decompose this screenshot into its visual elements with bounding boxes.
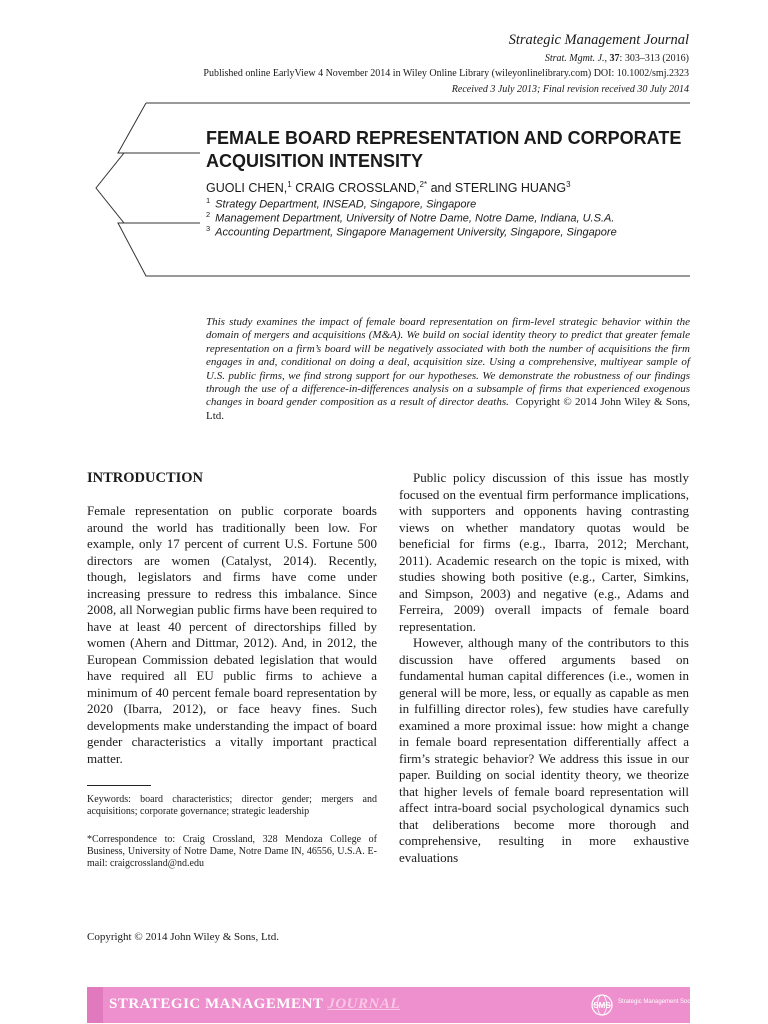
author-list — [206, 180, 571, 195]
article-title — [206, 127, 706, 173]
author-affiliation-mark: 2* — [419, 180, 428, 189]
author-name: CRAIG CROSSLAND, — [295, 181, 420, 196]
society-name: Strategic Management Society — [618, 999, 700, 1005]
society-logo-lettering: SMS — [593, 1001, 611, 1010]
abstract — [206, 316, 690, 423]
abstract-copyright: Copyright © 2014 John Wiley & Sons, Ltd. — [206, 396, 691, 422]
keywords-footnote: Keywords: board characteristics; director gender; mergers and acquisitions; corporate governance; strategic leadership — [87, 794, 377, 817]
title-line-1: FEMALE BOARD REPRESENTATION AND CORPORATE — [206, 128, 682, 148]
publication-line: Published online EarlyView 4 November 2014 in Wiley Online Library (wileyonlinelibrary.com) DOI: 10.1002/smj.2323 — [203, 68, 689, 79]
right-column — [399, 470, 689, 866]
footnote-divider — [87, 785, 151, 786]
correspondence-footnote: *Correspondence to: Craig Crossland, 328 Mendoza College of Business, University of Notre Dame, Notre Dame IN, 46556, U.S.A. E-mail: craigcrossland@nd.edu — [87, 834, 377, 869]
author-affiliation-mark: 3 — [566, 180, 571, 189]
citation-pages: : 303–313 (2016) — [619, 53, 689, 64]
affiliation-number: 3 — [206, 224, 211, 233]
body-paragraph: However, although many of the contributors to this discussion have offered arguments based on fundamental human capital differences (i.e., women in general will be more, less, or equally as capable as men in fulfilling director roles), few studies have carefully examined a more proximal issue: how might a change in female board representation differentially affect a firm’s strategic behavior? We address this issue in our paper. Building on social identity theory, we theorize that higher levels of female board representation will affect intra-board social psychological dynamics such that deliberations become more thorough and comprehensive, resulting in more exhaustive evaluations — [399, 635, 689, 865]
affiliation-number: 1 — [206, 196, 211, 205]
banner-journal-title — [109, 996, 400, 1013]
left-column — [87, 503, 377, 767]
society-globe-icon — [590, 994, 614, 1016]
banner-main-text: STRATEGIC MANAGEMENT — [109, 996, 324, 1012]
journal-name: Strategic Management Journal — [508, 32, 689, 48]
affiliation-text: Accounting Department, Singapore Management University, Singapore, Singapore — [215, 226, 617, 239]
affiliation-text: Management Department, University of Notre Dame, Notre Dame, Indiana, U.S.A. — [215, 212, 615, 225]
affiliation — [206, 210, 614, 225]
body-paragraph: Female representation on public corporate boards around the world has traditionally been low. For example, only 17 percent of current U.S. Fortune 500 directors are women (Catalyst, 2014). Recently, though, legislators and firms have come under increasing pressure to redress this imbalance. Since 2008, all Norwegian public firms have been required to have at least 40 percent of directorships filled by women (Ahern and Dittmar, 2012). And, in 2012, the European Commission debated legislation that would have required all EU public firms to achieve a minimum of 40 percent female board representation by 2020 (Ibarra, 2012), or face heavy fines. Such developments make understanding the impact of board gender characteristics a vitally important practical matter. — [87, 503, 377, 766]
abstract-text: This study examines the impact of female board representation on firm-level strategic behavior within the domain of mergers and acquisitions (M&A). We build on social identity theory to predict that greater female representation on a firm’s board will be negatively associated with both the number of acquisitions the firm engages in and, conditional on doing a deal, acquisition size. Using a comprehensive, multiyear sample of U.S. public firms, we find strong support for our hypotheses. We demonstrate the robustness of our findings through the use of a difference-in-differences analysis on a subsample of firms that experienced exogenous changes in board gender composition as a result of director deaths. — [206, 316, 690, 409]
body-paragraph: Public policy discussion of this issue has mostly focused on the eventual firm performance implications, with supporters and opponents having contrasting views on whether mandatory quotas would be beneficial for firms (e.g., Ibarra, 2012; Merchant, 2011). Academic research on the topic is mixed, with studies showing both positive (e.g., Carter, Simkins, and Simpson, 2003) and negative (e.g., Adams and Ferreira, 2009) overall impacts of female board representation. — [399, 470, 689, 634]
banner-accent-text: JOURNAL — [327, 996, 400, 1012]
citation-prefix: Strat. Mgmt. J., — [544, 53, 608, 64]
received-line: Received 3 July 2013; Final revision received 30 July 2014 — [451, 84, 689, 95]
affiliation-number: 2 — [206, 210, 211, 219]
author-affiliation-mark: 1 — [287, 180, 292, 189]
section-heading-introduction: INTRODUCTION — [87, 470, 204, 486]
journal-banner — [87, 987, 700, 1023]
page-copyright: Copyright © 2014 John Wiley & Sons, Ltd. — [87, 931, 279, 943]
author-name: GUOLI CHEN, — [206, 181, 288, 196]
banner-edge-decoration — [87, 987, 103, 1023]
author-name: and STERLING HUANG — [430, 181, 567, 196]
title-line-2: ACQUISITION INTENSITY — [206, 151, 424, 171]
affiliation — [206, 224, 617, 239]
affiliation-text: Strategy Department, INSEAD, Singapore, Singapore — [215, 198, 477, 211]
citation-volume: 37 — [609, 53, 620, 64]
affiliation — [206, 196, 476, 211]
